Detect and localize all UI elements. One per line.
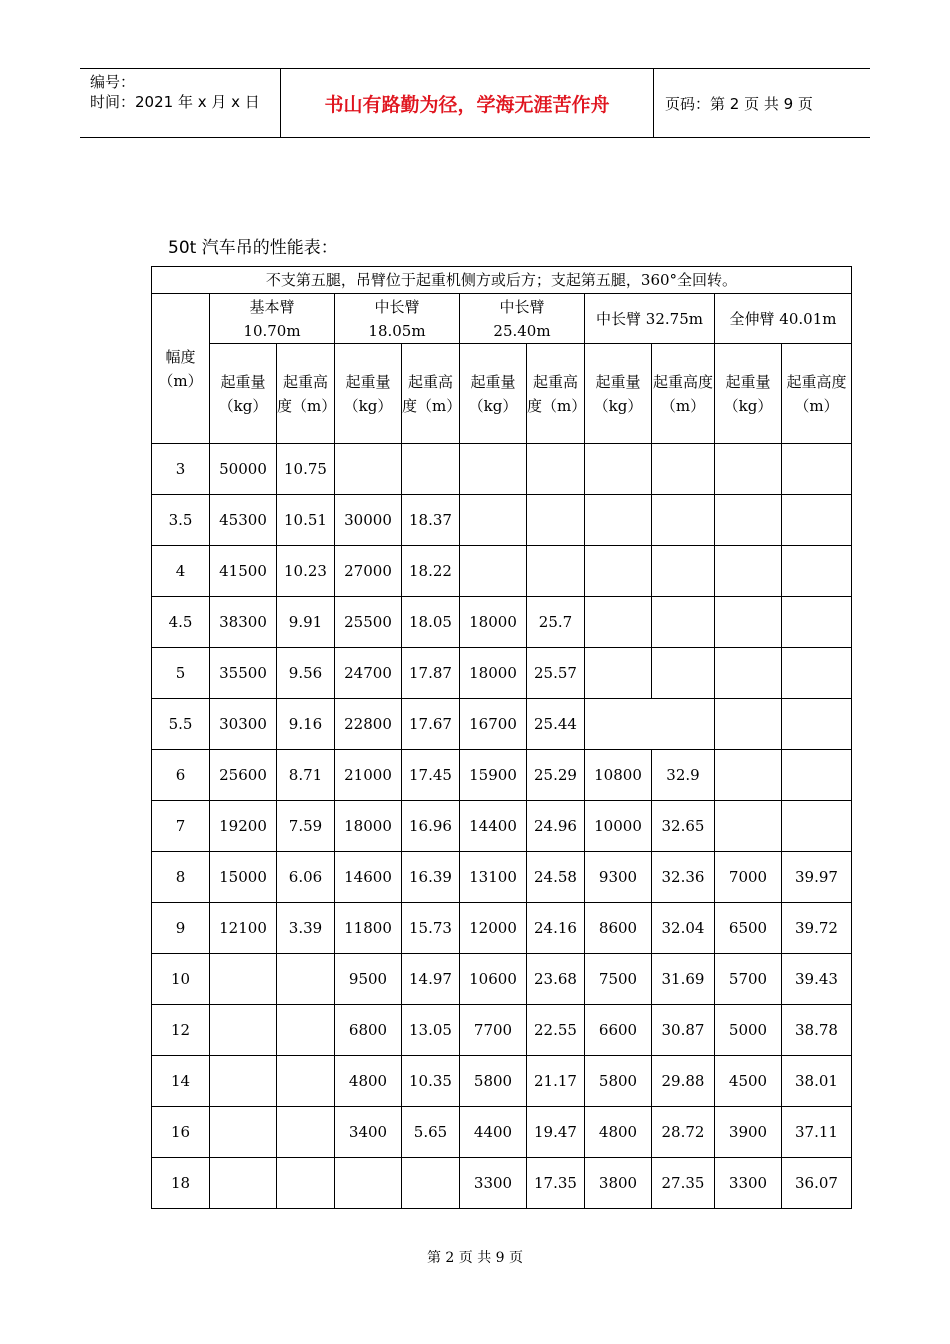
load-cell bbox=[210, 1005, 277, 1056]
height-cell: 6.06 bbox=[277, 852, 335, 903]
table-row bbox=[152, 495, 852, 546]
height-cell: 21.17 bbox=[527, 1056, 585, 1107]
height-cell bbox=[527, 444, 585, 495]
height-cell: 18.22 bbox=[402, 546, 460, 597]
height-cell: 39.43 bbox=[782, 954, 852, 1005]
load-cell: 25500 bbox=[335, 597, 402, 648]
radius-cell: 5 bbox=[152, 648, 210, 699]
load-cell: 5000 bbox=[715, 1005, 782, 1056]
height-cell bbox=[527, 546, 585, 597]
group-name: 中长臂 bbox=[374, 297, 420, 316]
height-cell: 25.7 bbox=[527, 597, 585, 648]
load-cell: 18000 bbox=[460, 648, 527, 699]
load-cell bbox=[715, 546, 782, 597]
radius-cell: 4.5 bbox=[152, 597, 210, 648]
load-cell: 3400 bbox=[335, 1107, 402, 1158]
table-row bbox=[152, 903, 852, 954]
header-meta bbox=[80, 69, 281, 137]
height-cell: 29.88 bbox=[652, 1056, 715, 1107]
page-header bbox=[80, 68, 870, 138]
load-cell: 5800 bbox=[585, 1056, 652, 1107]
load-cell: 15900 bbox=[460, 750, 527, 801]
radius-cell: 10 bbox=[152, 954, 210, 1005]
table-row bbox=[152, 1005, 852, 1056]
load-cell: 4800 bbox=[585, 1107, 652, 1158]
height-cell: 16.39 bbox=[402, 852, 460, 903]
height-cell: 31.69 bbox=[652, 954, 715, 1005]
load-cell bbox=[210, 1056, 277, 1107]
load-cell: 30000 bbox=[335, 495, 402, 546]
height-cell bbox=[652, 444, 715, 495]
load-cell: 3300 bbox=[460, 1158, 527, 1209]
height-cell: 24.58 bbox=[527, 852, 585, 903]
height-cell bbox=[782, 648, 852, 699]
group-length: 25.40m bbox=[493, 321, 551, 340]
load-cell: 16700 bbox=[460, 699, 527, 750]
load-cell: 3300 bbox=[715, 1158, 782, 1209]
crane-performance-table bbox=[151, 266, 852, 1209]
radius-cell: 12 bbox=[152, 1005, 210, 1056]
load-cell: 7700 bbox=[460, 1005, 527, 1056]
sub-header-load: 起重量（kg） bbox=[210, 344, 277, 444]
load-cell bbox=[585, 495, 652, 546]
load-cell: 24700 bbox=[335, 648, 402, 699]
table-row bbox=[152, 699, 852, 750]
load-cell: 21000 bbox=[335, 750, 402, 801]
height-cell: 7.59 bbox=[277, 801, 335, 852]
height-cell: 9.16 bbox=[277, 699, 335, 750]
height-cell bbox=[782, 495, 852, 546]
table-row bbox=[152, 954, 852, 1005]
height-cell: 25.29 bbox=[527, 750, 585, 801]
height-cell bbox=[277, 1107, 335, 1158]
load-cell: 10000 bbox=[585, 801, 652, 852]
radius-cell: 16 bbox=[152, 1107, 210, 1158]
load-cell: 3900 bbox=[715, 1107, 782, 1158]
group-length: 18.05m bbox=[368, 321, 426, 340]
load-cell: 35500 bbox=[210, 648, 277, 699]
height-cell bbox=[652, 597, 715, 648]
header-page-info: 页码：第 2 页 共 9 页 bbox=[665, 94, 813, 113]
height-cell: 9.91 bbox=[277, 597, 335, 648]
height-cell: 18.05 bbox=[402, 597, 460, 648]
table-row bbox=[152, 444, 852, 495]
load-cell bbox=[585, 699, 652, 750]
load-cell bbox=[585, 546, 652, 597]
height-cell bbox=[782, 699, 852, 750]
group-name: 中长臂 bbox=[499, 297, 545, 316]
height-cell bbox=[277, 1005, 335, 1056]
height-cell: 5.65 bbox=[402, 1107, 460, 1158]
height-cell: 18.37 bbox=[402, 495, 460, 546]
height-cell: 32.36 bbox=[652, 852, 715, 903]
load-cell: 6600 bbox=[585, 1005, 652, 1056]
load-cell: 9300 bbox=[585, 852, 652, 903]
height-cell: 10.23 bbox=[277, 546, 335, 597]
group-length: 10.70m bbox=[243, 321, 301, 340]
table-row bbox=[152, 852, 852, 903]
height-cell: 17.67 bbox=[402, 699, 460, 750]
height-cell: 15.73 bbox=[402, 903, 460, 954]
load-cell bbox=[715, 444, 782, 495]
load-cell bbox=[460, 444, 527, 495]
load-cell bbox=[715, 750, 782, 801]
load-cell: 45300 bbox=[210, 495, 277, 546]
height-cell bbox=[402, 1158, 460, 1209]
height-cell bbox=[277, 954, 335, 1005]
height-cell bbox=[782, 801, 852, 852]
height-cell: 13.05 bbox=[402, 1005, 460, 1056]
height-cell: 30.87 bbox=[652, 1005, 715, 1056]
height-cell: 37.11 bbox=[782, 1107, 852, 1158]
load-cell bbox=[715, 699, 782, 750]
height-cell: 10.51 bbox=[277, 495, 335, 546]
load-cell bbox=[460, 495, 527, 546]
height-cell: 17.45 bbox=[402, 750, 460, 801]
load-cell bbox=[715, 648, 782, 699]
table-row bbox=[152, 1056, 852, 1107]
load-cell: 50000 bbox=[210, 444, 277, 495]
radius-cell: 3 bbox=[152, 444, 210, 495]
table-row bbox=[152, 597, 852, 648]
height-cell bbox=[277, 1056, 335, 1107]
load-cell: 7500 bbox=[585, 954, 652, 1005]
load-cell bbox=[210, 1158, 277, 1209]
height-cell bbox=[652, 648, 715, 699]
height-cell: 38.78 bbox=[782, 1005, 852, 1056]
table-row bbox=[152, 1107, 852, 1158]
height-cell: 14.97 bbox=[402, 954, 460, 1005]
load-cell: 9500 bbox=[335, 954, 402, 1005]
height-cell bbox=[527, 495, 585, 546]
height-cell bbox=[782, 546, 852, 597]
load-cell bbox=[460, 546, 527, 597]
document-time-label: 时间：2021 年 x 月 x 日 bbox=[90, 93, 260, 111]
load-cell bbox=[715, 597, 782, 648]
height-cell: 3.39 bbox=[277, 903, 335, 954]
load-cell: 13100 bbox=[460, 852, 527, 903]
radius-cell: 3.5 bbox=[152, 495, 210, 546]
load-cell bbox=[210, 1107, 277, 1158]
load-cell bbox=[585, 444, 652, 495]
height-cell: 24.96 bbox=[527, 801, 585, 852]
sub-header-height: 起重高度（m） bbox=[277, 344, 335, 444]
sub-header-load: 起重量（kg） bbox=[585, 344, 652, 444]
sub-header-load: 起重量（kg） bbox=[715, 344, 782, 444]
load-cell bbox=[585, 648, 652, 699]
height-cell: 27.35 bbox=[652, 1158, 715, 1209]
load-cell bbox=[335, 1158, 402, 1209]
load-cell: 6800 bbox=[335, 1005, 402, 1056]
load-cell bbox=[715, 801, 782, 852]
height-cell: 39.97 bbox=[782, 852, 852, 903]
height-cell: 38.01 bbox=[782, 1056, 852, 1107]
load-cell: 22800 bbox=[335, 699, 402, 750]
table-note: 不支第五腿，吊臂位于起重机侧方或后方；支起第五腿，360°全回转。 bbox=[152, 267, 852, 294]
height-cell: 17.87 bbox=[402, 648, 460, 699]
load-cell: 27000 bbox=[335, 546, 402, 597]
load-cell bbox=[335, 444, 402, 495]
height-cell: 25.44 bbox=[527, 699, 585, 750]
height-cell: 10.35 bbox=[402, 1056, 460, 1107]
group-header-full-40: 全伸臂 40.01m bbox=[715, 294, 852, 344]
radius-cell: 7 bbox=[152, 801, 210, 852]
height-cell: 8.71 bbox=[277, 750, 335, 801]
height-cell: 16.96 bbox=[402, 801, 460, 852]
radius-cell: 5.5 bbox=[152, 699, 210, 750]
height-cell bbox=[782, 444, 852, 495]
height-cell bbox=[652, 495, 715, 546]
load-cell: 6500 bbox=[715, 903, 782, 954]
load-cell bbox=[715, 495, 782, 546]
load-cell: 25600 bbox=[210, 750, 277, 801]
load-cell: 30300 bbox=[210, 699, 277, 750]
height-cell: 24.16 bbox=[527, 903, 585, 954]
sub-header-load: 起重量（kg） bbox=[335, 344, 402, 444]
group-header-basic bbox=[210, 294, 335, 344]
load-cell: 7000 bbox=[715, 852, 782, 903]
height-cell: 36.07 bbox=[782, 1158, 852, 1209]
height-cell: 25.57 bbox=[527, 648, 585, 699]
height-cell bbox=[652, 546, 715, 597]
page-footer: 第 2 页 共 9 页 bbox=[426, 1250, 524, 1266]
document-number-label: 编号： bbox=[90, 73, 136, 91]
load-cell: 14600 bbox=[335, 852, 402, 903]
load-cell bbox=[585, 597, 652, 648]
sub-header-height: 起重高度（m） bbox=[527, 344, 585, 444]
load-cell: 38300 bbox=[210, 597, 277, 648]
height-cell bbox=[402, 444, 460, 495]
height-cell bbox=[277, 1158, 335, 1209]
height-cell: 19.47 bbox=[527, 1107, 585, 1158]
load-cell: 4800 bbox=[335, 1056, 402, 1107]
sub-header-height: 起重高度（m） bbox=[402, 344, 460, 444]
load-cell: 14400 bbox=[460, 801, 527, 852]
height-cell bbox=[652, 699, 715, 750]
height-cell bbox=[782, 597, 852, 648]
load-cell bbox=[210, 954, 277, 1005]
height-cell: 23.68 bbox=[527, 954, 585, 1005]
load-cell: 5700 bbox=[715, 954, 782, 1005]
height-cell: 22.55 bbox=[527, 1005, 585, 1056]
load-cell: 4400 bbox=[460, 1107, 527, 1158]
radius-cell: 6 bbox=[152, 750, 210, 801]
radius-cell: 8 bbox=[152, 852, 210, 903]
height-cell: 32.65 bbox=[652, 801, 715, 852]
height-cell: 28.72 bbox=[652, 1107, 715, 1158]
load-cell: 41500 bbox=[210, 546, 277, 597]
radius-cell: 18 bbox=[152, 1158, 210, 1209]
load-cell: 10600 bbox=[460, 954, 527, 1005]
height-cell: 10.75 bbox=[277, 444, 335, 495]
group-header-mid-32: 中长臂 32.75m bbox=[585, 294, 715, 344]
height-cell: 39.72 bbox=[782, 903, 852, 954]
table-row bbox=[152, 546, 852, 597]
height-cell: 32.04 bbox=[652, 903, 715, 954]
group-header-mid-25 bbox=[460, 294, 585, 344]
load-cell: 18000 bbox=[335, 801, 402, 852]
sub-header-height: 起重高度（m） bbox=[782, 344, 852, 444]
load-cell: 18000 bbox=[460, 597, 527, 648]
load-cell: 12100 bbox=[210, 903, 277, 954]
radius-header: 幅度（m） bbox=[152, 294, 210, 444]
sub-header-load: 起重量（kg） bbox=[460, 344, 527, 444]
table-row bbox=[152, 648, 852, 699]
height-cell: 32.9 bbox=[652, 750, 715, 801]
load-cell: 12000 bbox=[460, 903, 527, 954]
load-cell: 15000 bbox=[210, 852, 277, 903]
load-cell: 8600 bbox=[585, 903, 652, 954]
table-row bbox=[152, 1158, 852, 1209]
radius-cell: 14 bbox=[152, 1056, 210, 1107]
height-cell: 17.35 bbox=[527, 1158, 585, 1209]
height-cell bbox=[782, 750, 852, 801]
header-motto: 书山有路勤为径，学海无涯苦作舟 bbox=[281, 69, 654, 137]
radius-cell: 4 bbox=[152, 546, 210, 597]
table-caption: 50t 汽车吊的性能表： bbox=[168, 238, 338, 258]
group-name: 基本臂 bbox=[249, 297, 295, 316]
group-header-mid-18 bbox=[335, 294, 460, 344]
load-cell: 4500 bbox=[715, 1056, 782, 1107]
load-cell: 19200 bbox=[210, 801, 277, 852]
height-cell: 9.56 bbox=[277, 648, 335, 699]
load-cell: 11800 bbox=[335, 903, 402, 954]
load-cell: 3800 bbox=[585, 1158, 652, 1209]
sub-header-height: 起重高度（m） bbox=[652, 344, 715, 444]
table-row bbox=[152, 750, 852, 801]
load-cell: 5800 bbox=[460, 1056, 527, 1107]
radius-cell: 9 bbox=[152, 903, 210, 954]
table-row bbox=[152, 801, 852, 852]
load-cell: 10800 bbox=[585, 750, 652, 801]
